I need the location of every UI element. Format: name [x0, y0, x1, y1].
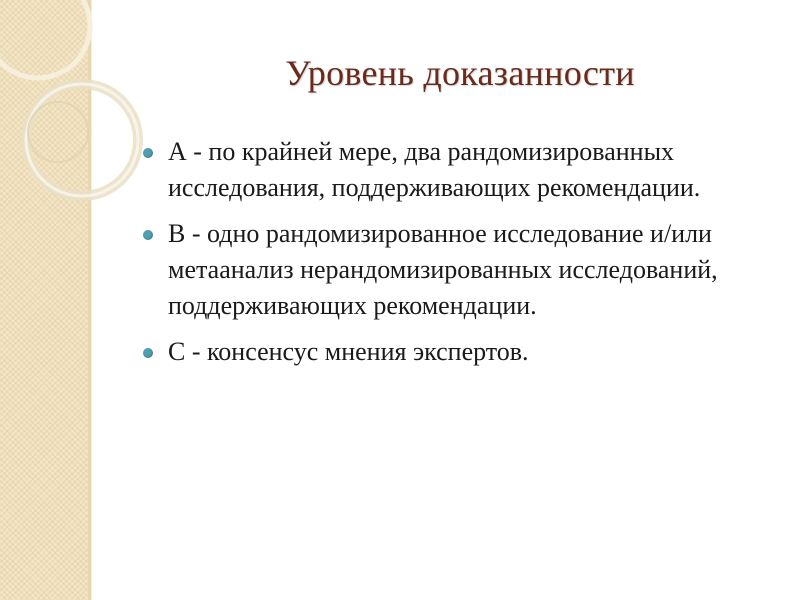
side-band-edge-highlight: [91, 0, 92, 600]
bullet-dot-icon: [143, 230, 153, 240]
bullet-dot-icon: [143, 148, 153, 158]
bullet-text: А - по крайней мере, два рандомизированных исследования, поддерживающих рекомендации.: [168, 137, 701, 202]
bullet-text: В - одно рандомизированное исследование и/или метаанализ нерандомизированных исследований, поддерживающих рекомендации.: [168, 219, 718, 320]
bullet-item: [140, 134, 780, 206]
bullet-text: С - консенсус мнения экспертов.: [168, 337, 529, 366]
bullet-item: [140, 216, 780, 324]
decorative-side-band: [0, 0, 88, 600]
slide-title: Уровень доказанности: [285, 53, 635, 93]
bullet-dot-icon: [143, 348, 153, 358]
bullet-item: [140, 334, 780, 370]
bullet-list: [140, 134, 780, 380]
